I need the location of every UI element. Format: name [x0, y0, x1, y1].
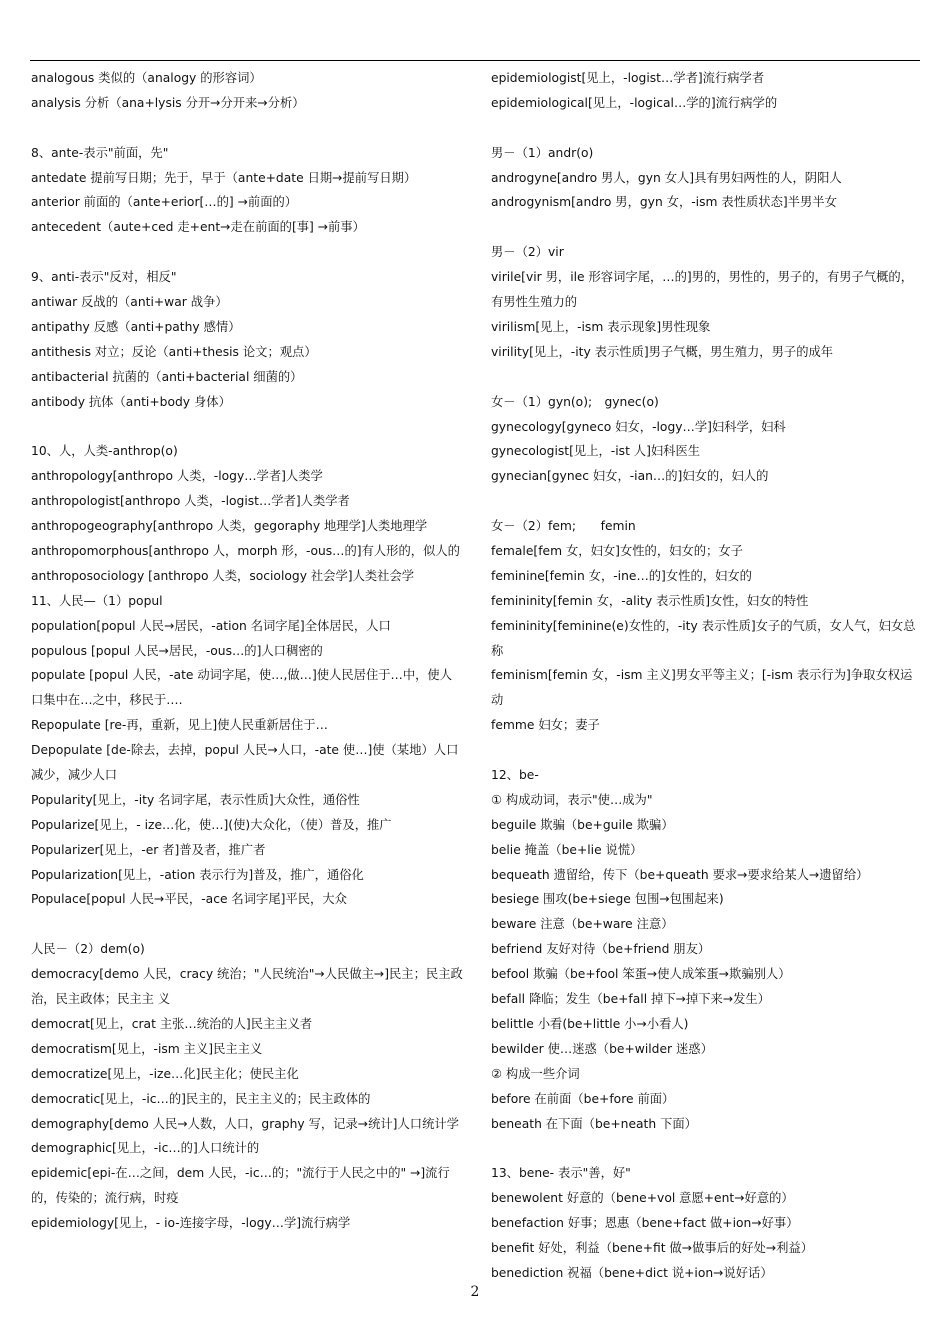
section-heading: 11、人民—（1）popul [31, 593, 163, 608]
entry-line: antiwar 反战的（anti+war 战争） [31, 295, 228, 310]
entry-line: femininity[femin 女，-ality 表示性质]女性，妇女的特性 [491, 593, 809, 608]
entry-line: gynecologist[见上，-ist 人]妇科医生 [491, 444, 701, 459]
entry-line: epidemic[epi-在…之间，dem 人民，-ic…的；"流行于人民之中的" →]流行的，传染的；流行病，时疫 [31, 1166, 450, 1206]
section-heading: 13、bene- 表示"善，好" [491, 1166, 631, 1181]
section-heading: 人民－（2）dem(o) [31, 942, 145, 957]
entry-line: benewolent 好意的（bene+vol 意愿+ent→好意的） [491, 1191, 794, 1206]
entry-line: bequeath 遗留给，传下（be+queath 要求→要求给某人→遗留给） [491, 867, 869, 882]
section-heading: 女－（1）gyn(o); gynec(o) [491, 394, 659, 409]
entry-line: analogous 类似的（analogy 的形容词） [31, 71, 262, 85]
entry-line: benediction 祝福（bene+dict 说+ion→说好话） [491, 1265, 773, 1280]
entry-line: benefaction 好事；恩惠（bene+fact 做+ion→好事） [491, 1216, 799, 1231]
entry-line: epidemiology[见上，- io-连接字母，-logy…学]流行病学 [31, 1216, 351, 1231]
entry-line: antibody 抗体（anti+body 身体） [31, 394, 231, 409]
entry-line: femininity[feminine(e)女性的，-ity 表示性质]女子的气质，女人气，妇女总称 [491, 618, 916, 658]
entry-line: democratism[见上，-ism 主义]民主主义 [31, 1041, 263, 1056]
entry-line: Popularization[见上，-ation 表示行为]普及，推广，通俗化 [31, 867, 364, 882]
entry-line: bewilder 使…迷惑（be+wilder 迷惑） [491, 1041, 713, 1056]
entry-line: epidemiological[见上，-logical…学的]流行病学的 [491, 95, 778, 110]
entry-line: demographic[见上，-ic…的]人口统计的 [31, 1141, 260, 1156]
entry-line: gynecology[gyneco 妇女，-logy…学]妇科学，妇科 [491, 419, 786, 434]
entry-line: femme 妇女；妻子 [491, 718, 600, 733]
section-heading: 8、ante-表示"前面，先" [31, 145, 169, 160]
blank-line [31, 414, 463, 439]
entry-line: gynecian[gynec 妇女，-ian…的]妇女的，妇人的 [491, 469, 769, 484]
entry-line: antipathy 反感（anti+pathy 感情） [31, 319, 241, 334]
entry-line: antithesis 对立；反论（anti+thesis 论文；观点） [31, 344, 317, 359]
entry-line: populous [popul 人民→居民，-ous…的]人口稠密的 [31, 643, 323, 658]
blank-line [491, 1136, 923, 1161]
left-column [31, 66, 463, 1236]
section-heading: 9、anti-表示"反对，相反" [31, 270, 177, 285]
entry-line: population[popul 人民→居民，-ation 名词字尾]全体居民，人口 [31, 618, 391, 633]
entry-line: befall 降临；发生（be+fall 掉下→掉下来→发生） [491, 992, 771, 1007]
entry-line: beguile 欺骗（be+guile 欺骗） [491, 817, 674, 832]
blank-line [491, 215, 923, 240]
entry-line: democratic[见上，-ic…的]民主的，民主主义的；民主政体的 [31, 1091, 371, 1106]
entry-line: feminism[femin 女，-ism 主义]男女平等主义；[-ism 表示行为]争取女权运动 [491, 668, 913, 708]
entry-line: belittle 小看(be+little 小→小看人) [491, 1016, 689, 1031]
section-heading: 12、be- [491, 768, 539, 783]
top-rule [30, 60, 920, 61]
entry-line: analysis 分析（ana+lysis 分开→分开来→分析） [31, 95, 305, 110]
entry-line: Depopulate [de-除去，去掉，popul 人民→人口，-ate 使…]使（某地）人口减少，减少人口 [31, 743, 459, 782]
blank-line [31, 912, 463, 937]
entry-line: androgynism[andro 男，gyn 女，-ism 表性质状态]半男半女 [491, 195, 837, 210]
entry-line: androgyne[andro 男人，gyn 女人]具有男妇两性的人，阴阳人 [491, 170, 842, 185]
entry-line: populate [popul 人民，-ate 动词字尾，使…,做…]使人民居住于…中，使人口集中在…之中，移民于…. [31, 668, 453, 708]
entry-line: democratize[见上，-ize…化]民主化；使民主化 [31, 1066, 299, 1081]
entry-line: belie 掩盖（be+lie 说慌） [491, 842, 643, 857]
entry-line: befriend 友好对待（be+friend 朋友） [491, 942, 711, 957]
entry-line: virile[vir 男，ile 形容词字尾，…的]男的，男性的，男子的，有男子气概的，有男性生殖力的 [491, 270, 914, 310]
entry-line: antibacterial 抗菌的（anti+bacterial 细菌的） [31, 369, 303, 384]
blank-line [31, 116, 463, 141]
entry-line: befool 欺骗（be+fool 笨蛋→使人成笨蛋→欺骗别人） [491, 967, 791, 982]
blank-line [31, 240, 463, 265]
entry-line: anthropology[anthropo 人类，-logy…学者]人类学 [31, 469, 323, 484]
entry-line: anterior 前面的（ante+erior[…的] →前面的） [31, 195, 298, 210]
entry-line: Popularizer[见上，-er 者]普及者，推广者 [31, 842, 266, 857]
page-number: 2 [470, 1284, 480, 1300]
entry-line: anthropogeography[anthropo 人类，gegoraphy 地理学]人类地理学 [31, 519, 428, 534]
entry-line: beware 注意（be+ware 注意） [491, 917, 674, 932]
entry-line: Populace[popul 人民→平民，-ace 名词字尾]平民，大众 [31, 892, 347, 907]
entry-line: beneath 在下面（be+neath 下面） [491, 1116, 697, 1131]
entry-line: virility[见上，-ity 表示性质]男子气概，男生殖力，男子的成年 [491, 344, 834, 359]
entry-line: antecedent（aute+ced 走+ent→走在前面的[事] →前事） [31, 220, 365, 235]
entry-line: anthroposociology [anthropo 人类，sociology 社会学]人类社会学 [31, 568, 415, 583]
entry-line: female[fem 女，妇女]女性的，妇女的；女子 [491, 543, 743, 558]
section-heading: 女－（2）fem; femin [491, 519, 636, 534]
entry-line: before 在前面（be+fore 前面） [491, 1091, 675, 1106]
blank-line [491, 738, 923, 763]
entry-line: demography[demo 人民→人数，人口，graphy 写，记录→统计]人口统计学 [31, 1116, 459, 1131]
section-heading: 10、人，人类-anthrop(o) [31, 444, 178, 459]
blank-line [491, 365, 923, 390]
blank-line [491, 489, 923, 514]
entry-line: benefit 好处，利益（bene+fit 做→做事后的好处→利益） [491, 1240, 814, 1255]
entry-line: feminine[femin 女，-ine…的]女性的，妇女的 [491, 568, 752, 583]
entry-line: democrat[见上，crat 主张…统治的人]民主主义者 [31, 1016, 313, 1031]
right-column [491, 66, 923, 1286]
entry-line: Popularize[见上，- ize…化，使…](使)大众化，（使）普及，推广 [31, 817, 392, 832]
entry-line: besiege 围攻(be+siege 包围→包围起来) [491, 892, 724, 907]
entry-line: Popularity[见上，-ity 名词字尾，表示性质]大众性，通俗性 [31, 792, 360, 807]
entry-line: anthropomorphous[anthropo 人，morph 形，-ous…的]有人形的，似人的 [31, 543, 460, 558]
blank-line [491, 116, 923, 141]
entry-line: antedate 提前写日期；先于，早于（ante+date 日期→提前写日期） [31, 170, 417, 185]
entry-line: virilism[见上，-ism 表示现象]男性现象 [491, 319, 711, 334]
subsection-heading: ① 构成动词，表示"使…成为" [491, 792, 653, 807]
entry-line: democracy[demo 人民，cracy 统治；"人民统治"→人民做主→]民主；民主政治，民主政体；民主主 义 [31, 967, 463, 1007]
section-heading: 男－（2）vir [491, 245, 564, 260]
entry-line: Repopulate [re-再，重新，见上]使人民重新居住于… [31, 718, 328, 733]
subsection-heading: ② 构成一些介词 [491, 1066, 580, 1081]
section-heading: 男－（1）andr(o) [491, 145, 594, 160]
entry-line: epidemiologist[见上，-logist…学者]流行病学者 [491, 71, 765, 85]
entry-line: anthropologist[anthropo 人类，-logist…学者]人类学者 [31, 494, 350, 509]
